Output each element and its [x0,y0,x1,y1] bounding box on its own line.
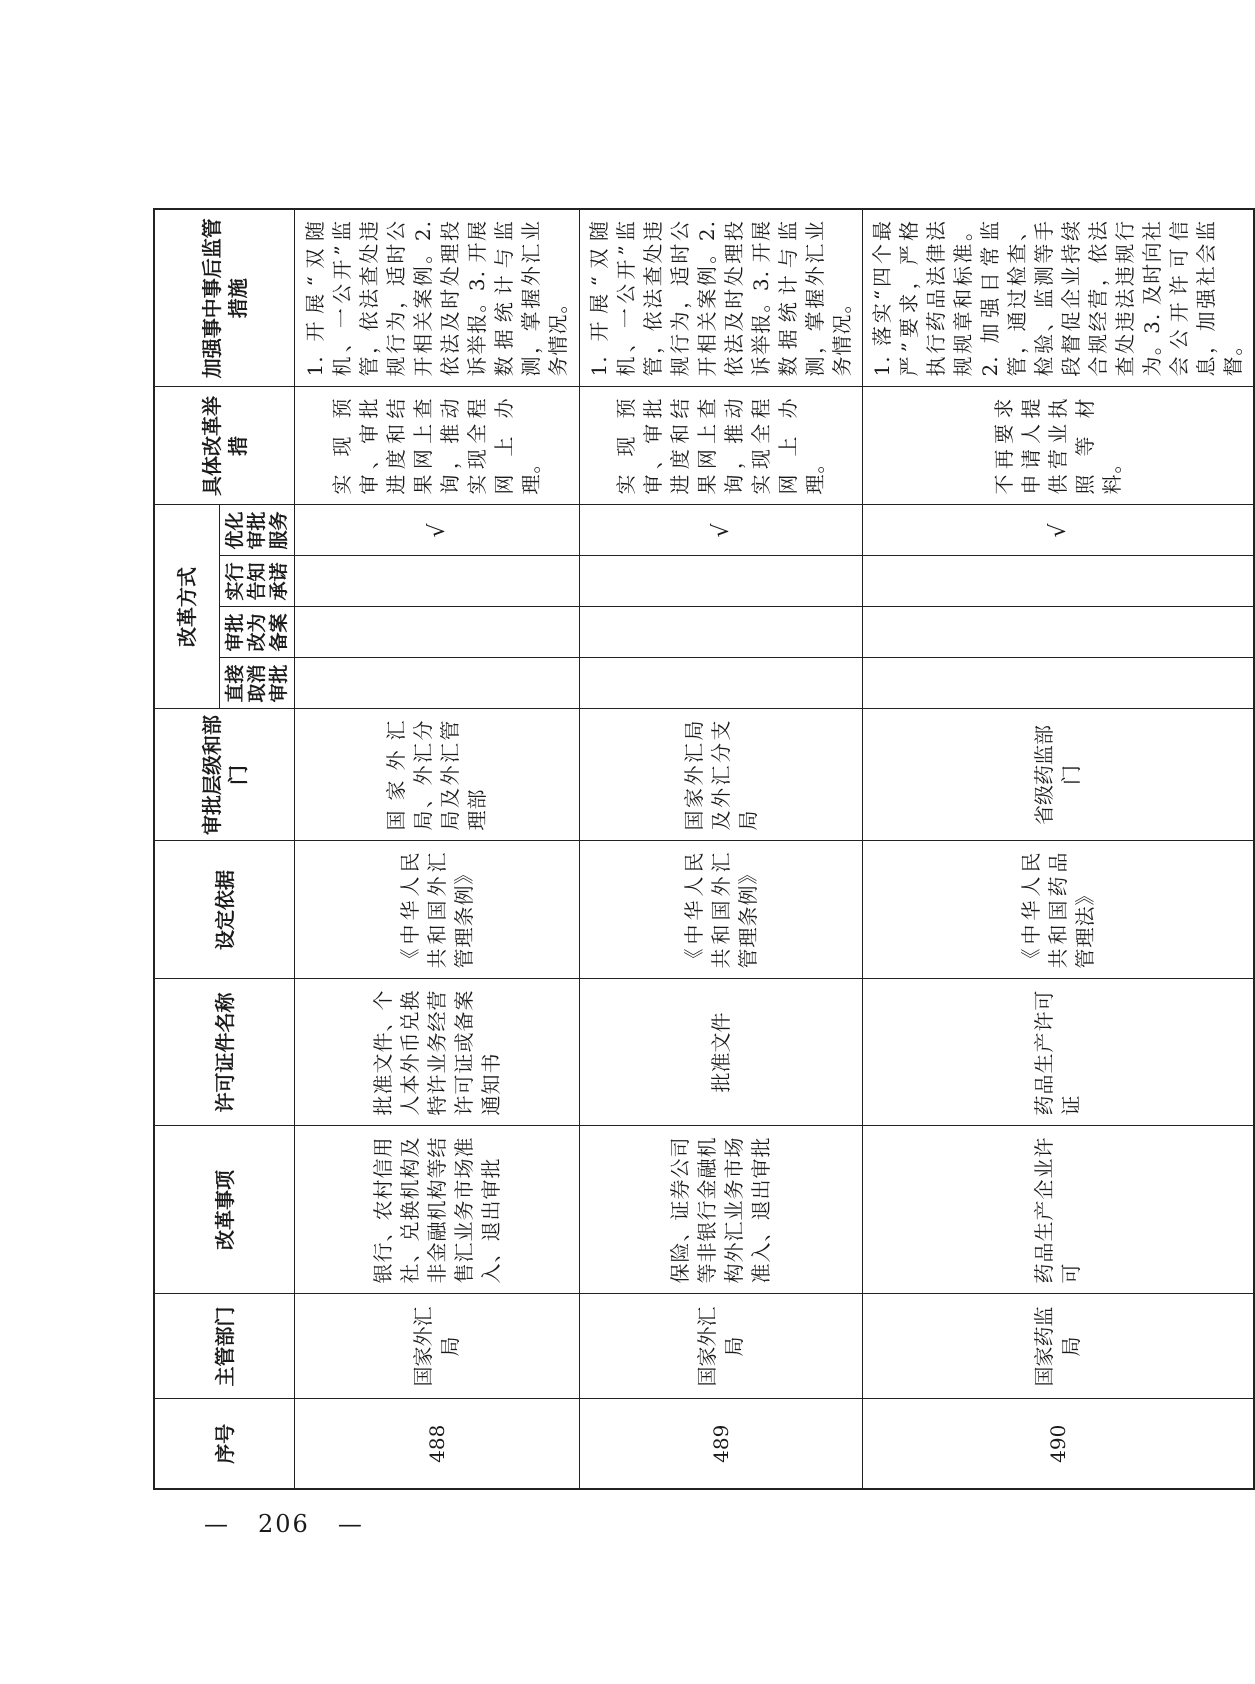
cell-supervision: 1. 开展“双随机、一公开”监管，依法查处违规行为，适时公开相关案例。2. 依法及时处理投诉举报。3. 开展数据统计与监测，掌握外汇业务情况。 [295,209,580,387]
header-mode-optimize: 优化审批服务 [220,505,295,556]
cell-supervision: 1. 开展“双随机、一公开”监管，依法查处违规行为，适时公开相关案例。2. 依法及时处理投诉举报。3. 开展数据统计与监测，掌握外汇业务情况。 [580,209,863,387]
cell-filing [863,607,1255,658]
cell-measures: 实现预审、审批进度和结果网上查询，推动实现全程网上办理。 [295,387,580,505]
cell-basis: 《中华人民共和国外汇管理条例》 [580,841,863,979]
cell-dept: 国家药监局 [863,1294,1255,1399]
cell-item: 银行、农村信用社、兑换机构及非金融机构等结售汇业务市场准入、退出审批 [295,1126,580,1294]
header-reform-mode: 改革方式 [154,505,220,709]
table-row [295,209,580,1489]
cell-seq: 489 [580,1399,863,1489]
table-row [863,209,1255,1489]
cell-optimize-check: √ [295,505,580,556]
cell-optimize-check: √ [580,505,863,556]
cell-notify [580,556,863,607]
cell-measures: 实现预审、审批进度和结果网上查询，推动实现全程网上办理。 [580,387,863,505]
cell-level: 国家外汇局、外汇分局及外汇管理部 [295,709,580,841]
cell-license: 批准文件、个人本外币兑换特许业务经营许可证或备案通知书 [295,979,580,1126]
header-license: 许可证件名称 [154,979,295,1126]
cell-notify [863,556,1255,607]
reform-table [153,208,1255,1490]
cell-optimize-check: √ [863,505,1255,556]
header-seq: 序号 [154,1399,295,1489]
cell-item: 药品生产企业许可 [863,1126,1255,1294]
cell-basis: 《中华人民共和国药品管理法》 [863,841,1255,979]
header-basis: 设定依据 [154,841,295,979]
cell-measures: 不再要求申请人提供营业执照等材料。 [863,387,1255,505]
header-measures: 具体改革举措 [154,387,295,505]
cell-supervision: 1. 落实“四个最严”要求，严格执行药品法律法规规章和标准。2. 加强日常监管，通过检查、检验、监测等手段督促企业持续合规经营，依法查处违法违规行为。3. 及时向社会公开许可信息，加强社会监督。 [863,209,1255,387]
cell-notify [295,556,580,607]
cell-seq: 490 [863,1399,1255,1489]
cell-cancel [295,658,580,709]
cell-item: 保险、证券公司等非银行金融机构外汇业务市场准入、退出审批 [580,1126,863,1294]
header-item: 改革事项 [154,1126,295,1294]
cell-license: 批准文件 [580,979,863,1126]
cell-dept: 国家外汇局 [295,1294,580,1399]
cell-basis: 《中华人民共和国外汇管理条例》 [295,841,580,979]
cell-seq: 488 [295,1399,580,1489]
cell-cancel [580,658,863,709]
cell-filing [580,607,863,658]
cell-level: 国家外汇局及外汇分支局 [580,709,863,841]
cell-cancel [863,658,1255,709]
cell-license: 药品生产许可证 [863,979,1255,1126]
header-mode-filing: 审批改为备案 [220,607,295,658]
page-number-value: 206 [258,1510,310,1538]
header-supervision: 加强事中事后监管措施 [154,209,295,387]
cell-dept: 国家外汇局 [580,1294,863,1399]
page-number [190,1510,378,1538]
header-mode-cancel: 直接取消审批 [220,658,295,709]
page-number-dash-left: — [204,1510,230,1538]
page-number-dash-right: — [337,1510,364,1538]
header-mode-notify: 实行告知承诺 [220,556,295,607]
header-dept: 主管部门 [154,1294,295,1399]
header-level: 审批层级和部门 [154,709,295,841]
header-row-top [154,209,220,1489]
rotated-table-wrapper [153,210,1245,1490]
cell-filing [295,607,580,658]
cell-level: 省级药监部门 [863,709,1255,841]
table-row [580,209,863,1489]
